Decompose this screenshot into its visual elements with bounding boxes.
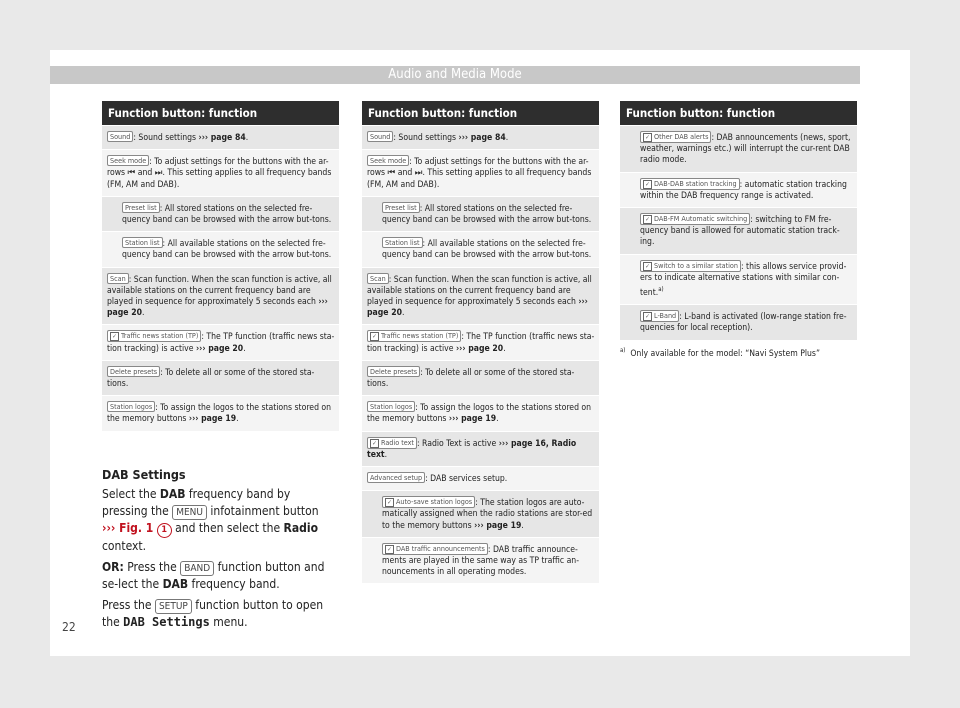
callout-number: 1 xyxy=(157,523,172,538)
table-header: Function button: function xyxy=(102,101,339,125)
dab-settings-title: DAB Settings xyxy=(102,467,186,482)
checkbox-icon: ✓ xyxy=(385,545,394,554)
checkbox-icon: ✓ xyxy=(643,133,652,142)
tp-button[interactable]: ✓ Traffic news station (TP) xyxy=(107,330,201,342)
dab-traffic-button[interactable]: ✓ DAB traffic announcements xyxy=(382,543,488,555)
row-scan: Scan : Scan function. When the scan function is active, all available stations on the current frequency band are played in sequence for approximately 5 seconds each ››› page 20. xyxy=(362,268,599,326)
checkbox-icon: ✓ xyxy=(385,498,394,507)
scan-button[interactable]: Scan xyxy=(107,273,129,284)
row-delete-presets: Delete presets : To delete all or some of the stored sta-tions. xyxy=(362,361,599,396)
sound-button[interactable]: Sound xyxy=(107,131,133,142)
station-list-button[interactable]: Station list xyxy=(122,237,163,248)
tp-button[interactable]: ✓ Traffic news station (TP) xyxy=(367,330,461,342)
row-other-alerts: ✓ Other DAB alerts : DAB announcements (news, sport, weather, warnings etc.) will interrupt the cur-rent DAB radio mode. xyxy=(620,126,857,173)
function-table-1 xyxy=(102,101,339,432)
row-tp: ✓ Traffic news station (TP) : The TP function (traffic news sta-tion tracking) is active ››› page 20. xyxy=(102,325,339,360)
row-delete-presets: Delete presets : To delete all or some of the stored sta-tions. xyxy=(102,361,339,396)
band-button[interactable]: BAND xyxy=(180,561,214,576)
row-dab-tracking: ✓ DAB-DAB station tracking : automatic station tracking within the DAB frequency range is activated. xyxy=(620,173,857,208)
row-station-logos: Station logos : To assign the logos to the stations stored on the memory buttons ››› page 19. xyxy=(362,396,599,431)
row-auto-save-logos: ✓ Auto-save station logos : The station logos are auto-matically assigned when the radio stations are stor-ed to the memory buttons ››› page 19. xyxy=(362,491,599,538)
row-preset-list: Preset list : All stored stations on the selected fre-quency band can be browsed with the arrow but-tons. xyxy=(102,197,339,232)
fig-link[interactable]: ››› Fig. 1 xyxy=(102,521,154,535)
scan-button[interactable]: Scan xyxy=(367,273,389,284)
auto-save-logos-button[interactable]: ✓ Auto-save station logos xyxy=(382,496,475,508)
row-tp: ✓ Traffic news station (TP) : The TP function (traffic news sta-tion tracking) is active ››› page 20. xyxy=(362,325,599,360)
row-seek: Seek mode : To adjust settings for the buttons with the ar-rows ⏮ and ⏭. This setting applies to all frequency bands (FM, AM and DAB). xyxy=(102,150,339,197)
checkbox-icon: ✓ xyxy=(110,332,119,341)
delete-presets-button[interactable]: Delete presets xyxy=(107,366,160,377)
dab-settings-section xyxy=(102,466,334,635)
preset-list-button[interactable]: Preset list xyxy=(122,202,160,213)
delete-presets-button[interactable]: Delete presets xyxy=(367,366,420,377)
row-station-list: Station list : All available stations on the selected fre-quency band can be browsed with the arrow but-tons. xyxy=(102,232,339,267)
dab-fm-switching-button[interactable]: ✓ DAB-FM Automatic switching xyxy=(640,213,750,225)
row-radio-text: ✓ Radio text : Radio Text is active ››› page 16, Radio text. xyxy=(362,432,599,467)
l-band-button[interactable]: ✓ L-Band xyxy=(640,310,679,322)
other-dab-alerts-button[interactable]: ✓ Other DAB alerts xyxy=(640,131,711,143)
row-dab-traffic: ✓ DAB traffic announcements : DAB traffic announce-ments are played in the same way as TP traffic an-nouncements in all operating modes. xyxy=(362,538,599,585)
setup-button[interactable]: SETUP xyxy=(155,599,192,614)
row-sound: Sound : Sound settings ››› page 84. xyxy=(362,126,599,150)
row-preset-list: Preset list : All stored stations on the selected fre-quency band can be browsed with the arrow but-tons. xyxy=(362,197,599,232)
row-station-logos: Station logos : To assign the logos to the stations stored on the memory buttons ››› page 19. xyxy=(102,396,339,431)
radio-text-button[interactable]: ✓ Radio text xyxy=(367,437,417,449)
checkbox-icon: ✓ xyxy=(643,312,652,321)
checkbox-icon: ✓ xyxy=(370,439,379,448)
row-similar-station: ✓ Switch to a similar station : this allows service provid-ers to indicate alternative stations with similar con-tent.$^{a)}$ xyxy=(620,255,857,305)
preset-list-button[interactable]: Preset list xyxy=(382,202,420,213)
similar-station-button[interactable]: ✓ Switch to a similar station xyxy=(640,260,741,272)
station-logos-button[interactable]: Station logos xyxy=(367,401,415,412)
function-table-3 xyxy=(620,101,857,341)
menu-button[interactable]: MENU xyxy=(172,505,207,520)
row-station-list: Station list : All available stations on the selected fre-quency band can be browsed with the arrow but-tons. xyxy=(362,232,599,267)
dab-dab-tracking-button[interactable]: ✓ DAB-DAB station tracking xyxy=(640,178,740,190)
table-header: Function button: function xyxy=(362,101,599,125)
footnote-ref: a) xyxy=(658,286,664,294)
page-header: Audio and Media Mode xyxy=(50,66,860,84)
function-table-2 xyxy=(362,101,599,584)
seek-mode-button[interactable]: Seek mode xyxy=(367,155,409,166)
table-header: Function button: function xyxy=(620,101,857,125)
dab-step-2: OR: Press the BAND function button and se-lect the DAB frequency band. xyxy=(102,560,325,591)
station-list-button[interactable]: Station list xyxy=(382,237,423,248)
advanced-setup-button[interactable]: Advanced setup xyxy=(367,472,425,483)
row-advanced-setup: Advanced setup : DAB services setup. xyxy=(362,467,599,491)
row-sound: Sound : Sound settings ››› page 84. xyxy=(102,126,339,150)
row-seek: Seek mode : To adjust settings for the buttons with the ar-rows ⏮ and ⏭. This setting applies to all frequency bands (FM, AM and DAB). xyxy=(362,150,599,197)
page-number: 22 xyxy=(62,620,76,634)
checkbox-icon: ✓ xyxy=(643,262,652,271)
seek-mode-button[interactable]: Seek mode xyxy=(107,155,149,166)
row-scan: Scan : Scan function. When the scan function is active, all available stations on the current frequency band are played in sequence for approximately 5 seconds each ››› page 20. xyxy=(102,268,339,326)
footnote: $^{a)}$ Only available for the model: “Navi System Plus” xyxy=(620,347,820,359)
row-dab-fm: ✓ DAB-FM Automatic switching : switching to FM fre-quency band is allowed for automatic station track-ing. xyxy=(620,208,857,255)
sound-button[interactable]: Sound xyxy=(367,131,393,142)
checkbox-icon: ✓ xyxy=(643,180,652,189)
dab-step-1: Select the DAB frequency band by pressing the MENU infotainment button ››› Fig. 1 1 and then select the Radio context. xyxy=(102,487,319,553)
dab-step-3: Press the SETUP function button to open the DAB Settings menu. xyxy=(102,598,324,629)
row-l-band: ✓ L-Band : L-band is activated (low-range station fre-quencies for local reception). xyxy=(620,305,857,340)
checkbox-icon: ✓ xyxy=(643,215,652,224)
checkbox-icon: ✓ xyxy=(370,332,379,341)
station-logos-button[interactable]: Station logos xyxy=(107,401,155,412)
